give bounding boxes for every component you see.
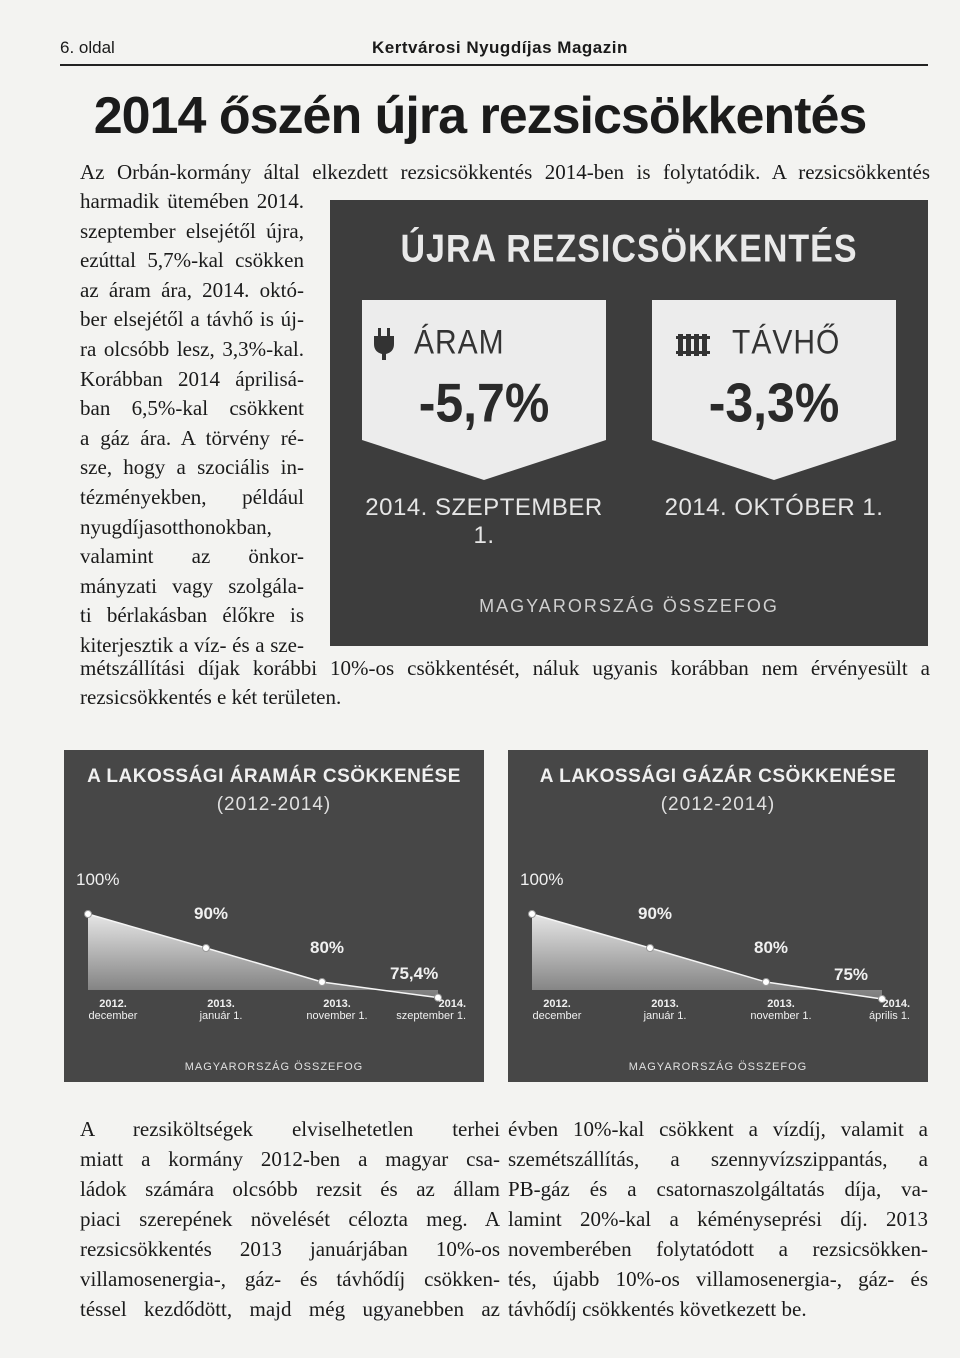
chart-value-label: 90% [194,904,229,923]
chart-aramar [64,750,484,1082]
intro-line-1: Az Orbán-kormány által elkezdett rezsicsökkentés 2014-ben is folytatódik. A rezsicsökkentés [80,160,930,184]
chart-value-label: 75% [834,965,869,984]
body-right-line: távhődíj csökkentés következett be. [508,1297,807,1321]
chart-point [85,911,92,918]
chart-point [529,911,536,918]
chart-date-year: 2013. [207,998,235,1010]
chart-date-label [376,998,466,1022]
chart-date-label [176,998,266,1022]
chart-date-day: január 1. [199,1010,243,1022]
chart-point [763,979,770,986]
chart-date-label [620,998,710,1022]
infographic-rezsicsokkentes [330,200,928,646]
chart-date-year: 2013. [651,998,679,1010]
body-left-line: villamosenergia-, gáz- és távhődíj csökken- [80,1267,500,1291]
chart-date-year: 2012. [99,998,127,1010]
header-rule [60,64,928,66]
body-right-line: novemberében folytatódott a rezsicsökken- [508,1237,928,1261]
chart-date-label [820,998,910,1022]
chart-date-day: január 1. [643,1010,687,1022]
intro-wrap-line: az áram ára, 2014. októ- [80,277,304,302]
intro-wrap-line: a gáz ára. A törvény ré- [80,425,304,450]
chart-date-label [512,998,602,1022]
panel-aram-label: ÁRAM [414,323,505,362]
chart-point [203,945,210,952]
body-right-line: tés, újabb 10%-os villamosenergia-, gáz- és [508,1267,928,1291]
chart-date-year: 2013. [323,998,351,1010]
chart-subtitle: (2012-2014) [216,794,332,815]
chart-value-label: 100% [520,870,564,889]
intro-wrap-line: harmadik ütemében 2014. [80,189,304,213]
radiator-icon [676,334,710,356]
chart-value-label: 90% [638,904,673,923]
intro-after-line-2: rezsicsökkentés e két területen. [80,685,342,709]
chart-point [647,945,654,952]
chart-source: MAGYARORSZÁG ÖSSZEFOG [184,1061,364,1073]
panel-tavho-label: TÁVHŐ [732,323,841,362]
body-left-column [80,1114,500,1324]
body-right-line: lamint 20%-kal a kéményseprési díj. 2013 [508,1207,928,1231]
chart-value-label: 75,4% [390,963,439,983]
article-headline: 2014 őszén újra rezsicsökkentés [93,87,867,145]
intro-wrap-line: valamint az önkor- [80,544,304,569]
chart-gazar [508,750,928,1082]
page-number: 6. oldal [60,38,115,57]
body-left-line: piaci szerepének növelését célozta meg. A [80,1207,500,1231]
body-right-line: szemétszállítás, a szennyvízszippantás, a [508,1147,928,1171]
intro-wrap-line: ber elsejétől a távhő is új- [80,307,304,332]
chart-date-day: szeptember 1. [396,1010,466,1022]
intro-wrapped-column [80,187,304,661]
chart-date-day: április 1. [869,1010,910,1022]
intro-continuation [80,654,930,712]
body-right-column [508,1114,928,1324]
chart-date-year: 2013. [767,998,795,1010]
chart-subtitle: (2012-2014) [660,794,776,815]
body-left-line: A rezsiköltségek elviselhetetlen terhei [80,1117,500,1141]
chart-date-label [292,998,382,1022]
intro-after-line-1: métszállítási díjak korábbi 10%-os csökkentését, náluk ugyanis korábban nem érvényesült a [80,656,930,680]
intro-wrap-line: ra olcsóbb lesz, 3,3%-kal. [80,336,304,361]
chart-value-label: 100% [76,870,120,889]
infographic-source: MAGYARORSZÁG ÖSSZEFOG [479,596,779,616]
chart-date-day: december [532,1010,582,1022]
chart-date-year: 2014. [438,998,466,1010]
chart-area [532,914,882,999]
chart-source: MAGYARORSZÁG ÖSSZEFOG [628,1061,808,1073]
intro-wrap-line: szeptember elsejétől újra, [80,218,304,243]
chart-point [319,979,326,986]
chart-title: A LAKOSSÁGI GÁZÁR CSÖKKENÉSE [539,766,897,787]
intro-wrap-line: ezúttal 5,7%-kal csökken [80,248,304,273]
body-left-line: ládok számára olcsóbb rezsit és az állam [80,1177,500,1201]
panel-tavho-date: 2014. OKTÓBER 1. [664,494,884,521]
body-left-line: rezsicsökkentés 2013 januárjában 10%-os [80,1237,500,1261]
chart-date-year: 2012. [543,998,571,1010]
chart-area [88,914,438,998]
intro-wrap-line: Korábban 2014 áprilisá- [80,366,304,391]
infographic-title: ÚJRA REZSICSÖKKENTÉS [400,227,858,271]
plug-icon [372,328,396,360]
chart-date-year: 2014. [882,998,910,1010]
intro-wrap-line: ban 6,5%-kal csökkent [80,396,304,421]
chart-value-label: 80% [310,938,345,957]
chart-date-day: december [88,1010,138,1022]
body-left-line: téssel kezdődött, majd még ugyanebben az [80,1297,500,1321]
intro-wrap-line: nyugdíjasotthonokban, [80,514,272,539]
body-right-line: évben 10%-kal csökkent a vízdíj, valamit a [508,1117,928,1141]
intro-wrap-line: mányzati vagy szolgála- [80,573,304,598]
chart-date-day: november 1. [306,1010,368,1022]
chart-date-label [68,998,158,1022]
intro-wrap-line: kiterjesztik a víz- és a sze- [80,632,304,657]
intro-wrap-line: ti bérlakásban élőkre is [80,603,304,628]
intro-wrap-line: sze, hogy a szociális in- [80,455,304,480]
magazine-title: Kertvárosi Nyugdíjas Magazin [372,38,628,57]
panel-tavho [652,300,896,570]
body-left-line: miatt a kormány 2012-ben a magyar csa- [80,1147,500,1171]
panel-tavho-percent: -3,3% [708,372,840,434]
chart-date-day: november 1. [750,1010,812,1022]
body-right-line: PB-gáz és a csatornaszolgáltatás díja, va- [508,1177,928,1201]
panel-aram [362,300,606,570]
chart-date-label [736,998,826,1022]
chart-value-label: 80% [754,938,789,957]
panel-aram-date: 2014. SZEPTEMBER 1. [365,494,603,549]
chart-title: A LAKOSSÁGI ÁRAMÁR CSÖKKENÉSE [87,766,461,787]
panel-aram-percent: -5,7% [418,372,550,434]
intro-wrap-line: tézményekben, például [80,484,304,509]
